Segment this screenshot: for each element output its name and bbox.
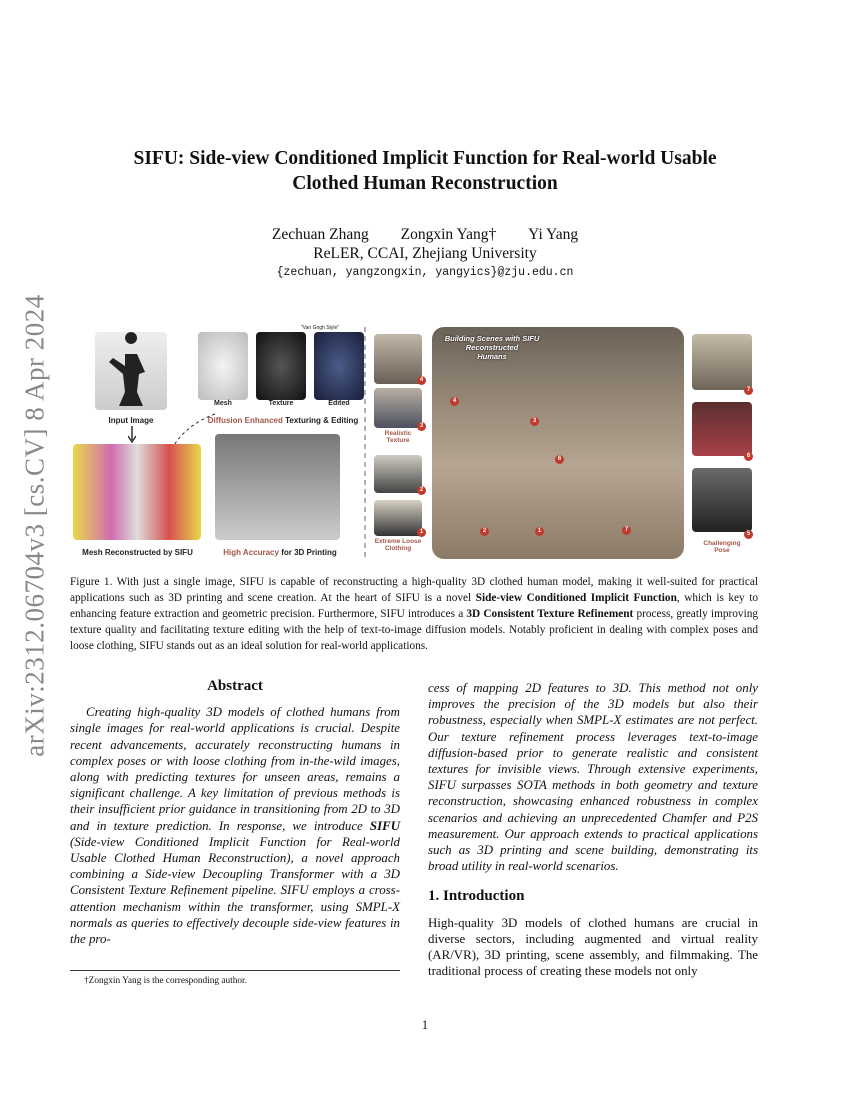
abstract-part-1: Creating high-quality 3D models of clothed humans from single images for real-world applications is crucial. Despite recent advancements, accurately reconstructing humans in complex poses or with loose clothing from in-the-wild images, along with predicting textures for unseen areas, remains a significant challenge. A key limitation of previous methods is their insufficient prior guidance in transitioning from 2D to 3D and in texture prediction. In response, we introduce: [70, 705, 400, 833]
scene-title: [442, 334, 542, 361]
texture-text: Texture: [386, 437, 410, 444]
arxiv-identifier: arXiv:2312.06704v3 [cs.CV] 8 Apr 2024: [19, 294, 50, 757]
input-image-label: Input Image: [108, 416, 154, 425]
thumb-6: [692, 402, 752, 456]
badge-5: 5: [744, 530, 753, 539]
thumb-1: [374, 500, 422, 536]
page-number: 1: [421, 1018, 429, 1032]
thumb-3: [374, 388, 422, 428]
author-2: Zongxin Yang†: [400, 226, 497, 243]
scene-image: [432, 327, 684, 559]
badge-1: 1: [417, 528, 426, 537]
title-line-1: SIFU: Side-view Conditioned Implicit Function for Real-world Usable: [133, 148, 717, 169]
abstract-text-left: [70, 704, 400, 947]
challenging-text: Challenging: [703, 540, 741, 547]
badge-3: 3: [417, 422, 426, 431]
scene-badge-1: 1: [535, 527, 544, 536]
clothing-text: Clothing: [384, 545, 412, 552]
mesh-label: Mesh: [214, 400, 232, 407]
pose-text: Pose: [714, 547, 730, 554]
diffusion-enhanced-text: Diffusion Enhanced: [207, 416, 283, 425]
affiliation: ReLER, CCAI, Zhejiang University: [313, 245, 537, 262]
mesh-reconstructed-image: [73, 444, 201, 540]
scene-badge-3: 3: [530, 417, 539, 426]
left-column: [70, 678, 400, 947]
mesh-render: [198, 332, 248, 400]
caption-bold-1: Side-view Conditioned Implicit Function: [475, 592, 677, 604]
abstract-text-right: cess of mapping 2D features to 3D. This method not only improves the precision of the 3D models but also their robustness, especially when SMPL-X estimates are not perfect. Our texture refinement process leverages text-to-image diffusion-based prior to generate realistic and consistent textures for invisible views. Through extensive experiments, SIFU surpasses SOTA methods in both geometry and texture reconstruction, showcasing enhanced robustness in complex scenarios and achieving an unprecedented Chamfer and P2S measurement. Our approach extends to practical applications such as 3D printing and scene building, demonstrating its broad utility in real-world scenarios.: [428, 681, 758, 874]
abstract-part-2: (Side-view Conditioned Implicit Function for Real-world Usable Clothed Human Reconstruction), a novel approach combining a Side-view Decoupling Transformer with a 3D Consistent Texture Refinement pipeline. SIFU employs a cross-attention mechanism within the transformer, using SMPL-X normals as queries to effectively decouple side-view features in the pro-: [70, 834, 400, 947]
badge-4: 4: [417, 376, 426, 385]
author-3: Yi Yang: [528, 226, 579, 243]
email: {zechuan, yangzongxin, yangyics}@zju.edu.cn: [276, 266, 574, 279]
extreme-loose-text: Extreme Loose: [374, 538, 422, 545]
footnote: †Zongxin Yang is the corresponding author.: [70, 970, 400, 986]
high-accuracy-label: [210, 548, 350, 557]
introduction-heading: 1. Introduction: [428, 888, 525, 905]
thumb-7: [692, 334, 752, 390]
scene-badge-6: 6: [555, 455, 564, 464]
scene-badge-2: 2: [480, 527, 489, 536]
scene-title-line-2: Reconstructed: [465, 343, 519, 352]
realistic-text: Realistic: [384, 430, 412, 437]
thumb-4: [374, 334, 422, 384]
author-list: [0, 226, 850, 244]
caption-mid: , which is key to enhancing feature extraction and geometric precision. Furthermore, SIFU introduces a: [70, 592, 758, 620]
teaser-figure: [70, 322, 758, 562]
extreme-clothing-label: [366, 538, 430, 552]
edited-render: [314, 332, 364, 400]
figure-caption: [70, 574, 758, 654]
realistic-texture-label: [370, 430, 426, 444]
scene-title-line-1: Building Scenes with SIFU: [444, 334, 540, 343]
caption-bold-2: 3D Consistent Texture Refinement: [466, 608, 634, 620]
caption-prefix: Figure 1. With just a single image, SIFU is capable of reconstructing a high-quality 3D clothed human model, making it well-suited for practical applications such as 3D printing and scene creation. At the heart of SIFU is a novel: [70, 576, 758, 604]
paper-title: [100, 146, 750, 196]
high-accuracy-text: High Accuracy: [223, 548, 279, 557]
title-line-2: Clothed Human Reconstruction: [292, 173, 558, 194]
abstract-sifu: SIFU: [369, 818, 400, 833]
abstract-heading: Abstract: [207, 678, 263, 694]
introduction-text: High-quality 3D models of clothed humans are crucial in diverse sectors, including augmented and virtual reality (AR/VR), 3D printing, scene assembly, and filmmaking. The traditional process of creating these models not only: [428, 915, 758, 979]
edited-label: Edited: [328, 400, 350, 407]
badge-2: 2: [417, 486, 426, 495]
scene-title-line-3: Humans: [477, 352, 507, 361]
thumb-2: [374, 455, 422, 493]
caption-suffix: process, greatly improving texture quality and facilitating texture editing with the help of text-to-image diffusion models. Notably proficient in dealing with complex poses and loose clothing, SIFU stands out as an ideal solution for real-world applications.: [70, 608, 759, 652]
figure-silhouette-icon: [95, 332, 167, 410]
thumb-5: [692, 468, 752, 532]
dashed-divider: [363, 327, 367, 557]
texturing-editing-text: Texturing & Editing: [282, 416, 359, 425]
scene-badge-4: 4: [450, 397, 459, 406]
challenging-pose-label: [686, 540, 758, 554]
input-image-photo: [95, 332, 167, 410]
for-3d-printing-text: for 3D Printing: [278, 548, 337, 557]
mesh-reconstructed-label: Mesh Reconstructed by SIFU: [82, 548, 193, 557]
badge-7: 7: [744, 386, 753, 395]
texture-render: [256, 332, 306, 400]
texture-label: Texture: [268, 400, 294, 407]
arrow-down-icon: [128, 426, 136, 446]
van-gogh-label: "Van Gogh Style": [300, 325, 340, 331]
diffusion-editing-label: [198, 416, 368, 425]
badge-6: 6: [744, 452, 753, 461]
right-column: [428, 680, 758, 979]
scene-badge-7: 7: [622, 526, 631, 535]
3d-printing-photo: [215, 434, 340, 540]
author-1: Zechuan Zhang: [271, 226, 369, 243]
